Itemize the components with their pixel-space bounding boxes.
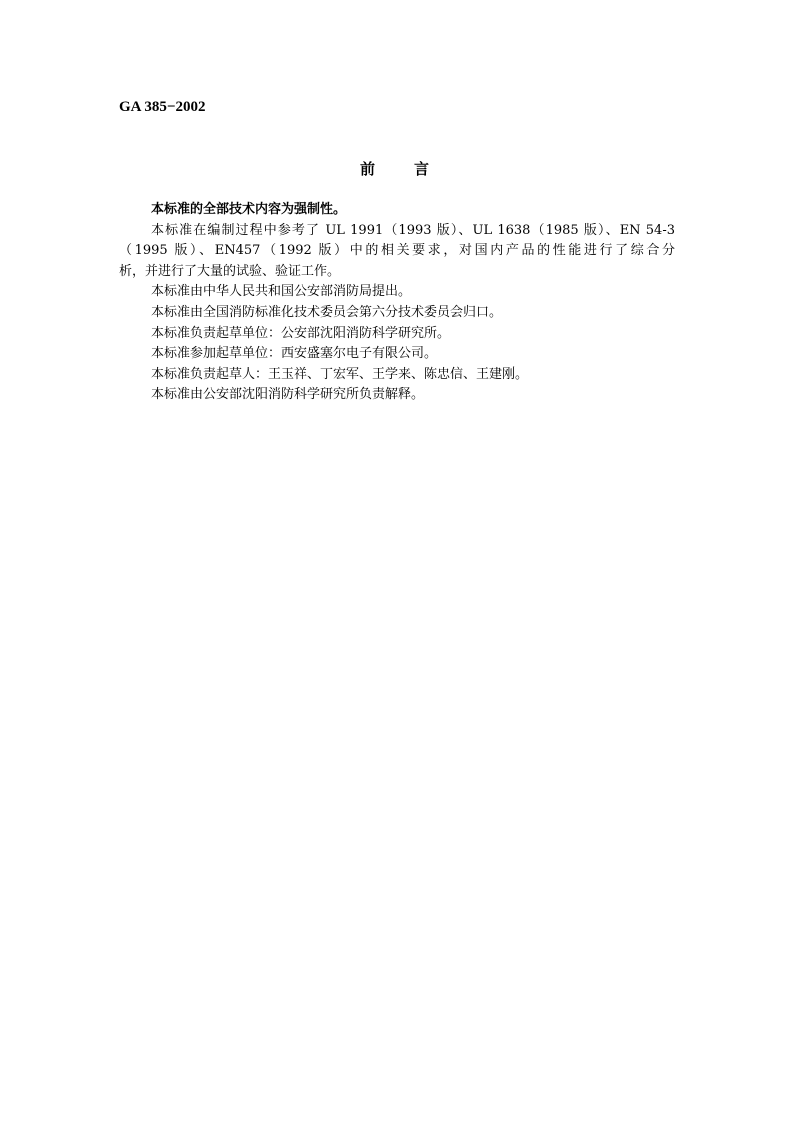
paragraph-interpretation: 本标准由公安部沈阳消防科学研究所负责解释。 [151, 387, 425, 403]
paragraph-mandatory-statement: 本标准的全部技术内容为强制性。 [151, 202, 347, 217]
standard-code: GA 385−2002 [119, 99, 206, 115]
section-title-part2: 言 [414, 160, 430, 178]
foreword-body [119, 200, 675, 406]
paragraph-proposer: 本标准由中华人民共和国公安部消防局提出。 [151, 284, 412, 300]
paragraph-references-line1: 本标准在编制过程中参考了 UL 1991（1993 版）、UL 1638（1985 版）、EN 54-3 [151, 222, 675, 238]
paragraph-drafters: 本标准负责起草人：王玉祥、丁宏军、王学来、陈忠信、王建刚。 [151, 366, 529, 382]
section-title-part1: 前 [360, 160, 376, 178]
paragraph-references-line3: 析，并进行了大量的试验、验证工作。 [119, 263, 341, 279]
paragraph-drafting-unit: 本标准负责起草单位：公安部沈阳消防科学研究所。 [151, 325, 451, 341]
paragraph-participating-unit: 本标准参加起草单位：西安盛塞尔电子有限公司。 [151, 346, 438, 362]
paragraph-references-line2: （1995 版）、EN457（1992 版）中的相关要求，对国内产品的性能进行了综合分 [119, 243, 675, 259]
paragraph-references [119, 221, 675, 283]
paragraph-centralized-by: 本标准由全国消防标准化技术委员会第六分技术委员会归口。 [151, 304, 503, 320]
section-title [360, 158, 440, 180]
